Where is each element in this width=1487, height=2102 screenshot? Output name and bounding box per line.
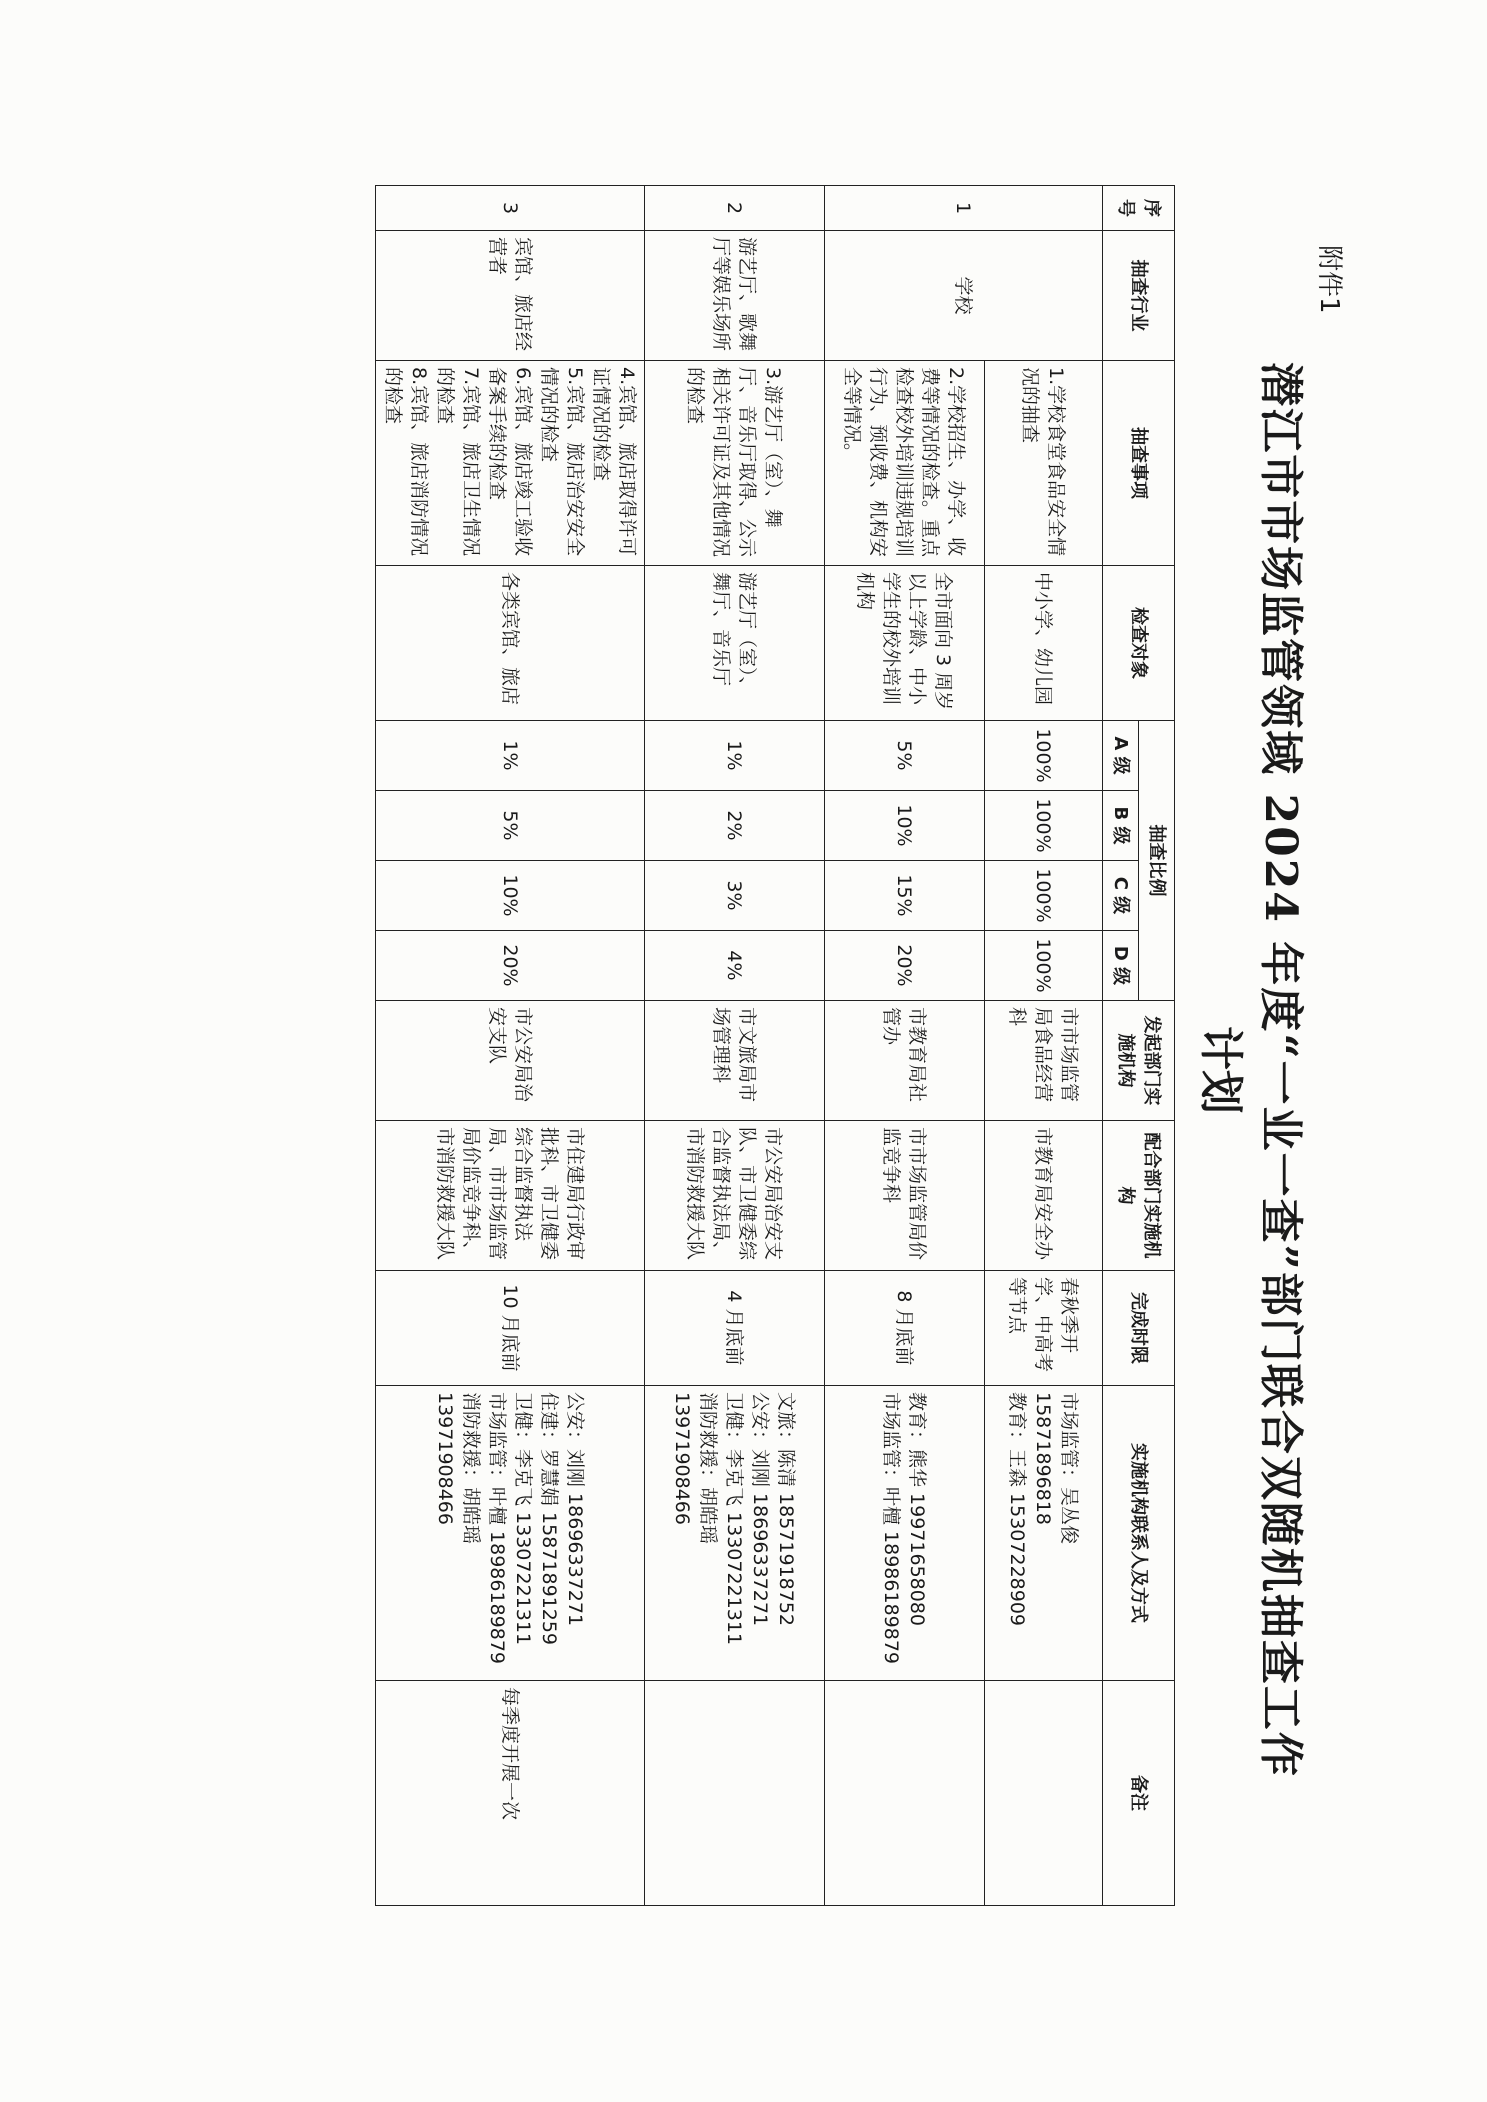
header-cooperator: 配合部门实施机构 xyxy=(1103,1121,1175,1271)
header-industry: 抽查行业 xyxy=(1103,231,1175,361)
table-row xyxy=(376,186,645,1906)
document-title: 潜江市市场监管领域 2024 年度“一业一查”部门联合双随机抽查工作 xyxy=(1255,362,1306,1778)
row-grade-b: 10% xyxy=(825,791,985,861)
row-industry: 宾馆、旅店经营者 xyxy=(376,231,645,361)
row-deadline: 春秋季开学、中高考等节点 xyxy=(985,1271,1103,1386)
row-grade-c: 100% xyxy=(985,861,1103,931)
row-targets: 各类宾馆、旅店 xyxy=(376,566,645,721)
row-targets: 中小学、幼儿园 xyxy=(985,566,1103,721)
header-ratio: 抽查比例 xyxy=(1139,721,1175,1001)
contact-line: 消防救援：胡皓瑶 13971908466 xyxy=(671,1392,720,1545)
header-no: 序号 xyxy=(1103,186,1175,231)
contact-line: 消防救援：胡皓瑶 13971908466 xyxy=(434,1392,482,1545)
row-cooperator: 市教育局安全办 xyxy=(985,1121,1103,1271)
row-grade-a: 100% xyxy=(985,721,1103,791)
row-remark xyxy=(985,1681,1103,1906)
row-items: 4.宾馆、旅店取得许可证情况的检查 5.宾馆、旅店治安安全情况的检查 6.宾馆、旅店竣工验收备案手续的检查 7.宾馆、旅店卫生情况的检查 8.宾馆、旅店消防情况的检查 xyxy=(376,361,645,566)
row-grade-c: 10% xyxy=(376,861,645,931)
row-cooperator: 市市场监管局价监竞争科 xyxy=(825,1121,985,1271)
row-no: 2 xyxy=(645,186,825,231)
row-items: 2.学校招生、办学、收费等情况的检查。重点检查校外培训违规培训行为、预收费、机构安全等情况。 xyxy=(825,361,985,566)
row-grade-a: 1% xyxy=(645,721,825,791)
table-row xyxy=(985,186,1103,1906)
row-deadline: 8 月底前 xyxy=(825,1271,985,1386)
contact-line: 市场监管：吴丛俊 15871896818 xyxy=(1032,1392,1081,1545)
contact-line: 住建：罗慧娟 15871891259 xyxy=(538,1392,560,1646)
row-grade-a: 5% xyxy=(825,721,985,791)
row-grade-b: 2% xyxy=(645,791,825,861)
row-grade-d: 20% xyxy=(825,931,985,1001)
row-contacts xyxy=(825,1386,985,1681)
row-contacts xyxy=(376,1386,645,1681)
contact-line: 卫健：李克飞 13307221311 xyxy=(512,1392,534,1646)
rotated-sheet xyxy=(160,165,1344,1975)
row-contacts xyxy=(985,1386,1103,1681)
contact-line: 公安：刘刚 18696337271 xyxy=(564,1392,586,1627)
row-grade-b: 100% xyxy=(985,791,1103,861)
header-remark: 备注 xyxy=(1103,1681,1175,1906)
document-title-continued: 计划 xyxy=(1195,1026,1246,1114)
table-row xyxy=(825,186,985,1906)
row-no: 3 xyxy=(376,186,645,231)
table-row xyxy=(645,186,825,1906)
header-targets: 检查对象 xyxy=(1103,566,1175,721)
row-no: 1 xyxy=(825,186,1103,231)
row-grade-b: 5% xyxy=(376,791,645,861)
row-initiator: 市文旅局市场管理科 xyxy=(645,1001,825,1121)
header-initiator: 发起部门实施机构 xyxy=(1103,1001,1175,1121)
row-initiator: 市公安局治安支队 xyxy=(376,1001,645,1121)
row-grade-d: 100% xyxy=(985,931,1103,1001)
row-grade-c: 15% xyxy=(825,861,985,931)
row-items: 3.游艺厅（室）、舞厅、音乐厅取得、公示相关许可证及其他情况的检查 xyxy=(645,361,825,566)
row-items: 1.学校食堂食品安全情况的抽查 xyxy=(985,361,1103,566)
row-deadline: 4 月底前 xyxy=(645,1271,825,1386)
inspection-plan-table xyxy=(375,185,1175,1906)
header-grade-a: A 级 xyxy=(1103,721,1139,791)
row-grade-c: 3% xyxy=(645,861,825,931)
row-industry: 学校 xyxy=(825,231,1103,361)
contact-line: 文旅：陈清 18571918752 xyxy=(775,1392,798,1627)
row-grade-a: 1% xyxy=(376,721,645,791)
contact-line: 卫健：李克飞 13307221311 xyxy=(723,1392,746,1646)
row-cooperator: 市住建局行政审批科、市卫健委综合监督执法局、市市场监管局价监竞争科、市消防救援大队 xyxy=(376,1121,645,1271)
header-deadline: 完成时限 xyxy=(1103,1271,1175,1386)
contact-line: 市场监管：叶檀 18986189879 xyxy=(486,1392,508,1665)
row-grade-d: 4% xyxy=(645,931,825,1001)
row-remark xyxy=(645,1681,825,1906)
row-grade-d: 20% xyxy=(376,931,645,1001)
row-initiator: 市教育局社管办 xyxy=(825,1001,985,1121)
row-deadline: 10 月底前 xyxy=(376,1271,645,1386)
row-remark xyxy=(825,1681,985,1906)
row-targets: 游艺厅（室）、舞厅、音乐厅 xyxy=(645,566,825,721)
row-industry: 游艺厅、歌舞厅等娱乐场所 xyxy=(645,231,825,361)
header-items: 抽查事项 xyxy=(1103,361,1175,566)
contact-line: 教育：王森 15307228909 xyxy=(1006,1392,1029,1627)
header-contacts: 实施机构联系人及方式 xyxy=(1103,1386,1175,1681)
header-grade-b: B 级 xyxy=(1103,791,1139,861)
header-grade-c: C 级 xyxy=(1103,861,1139,931)
header-grade-d: D 级 xyxy=(1103,931,1139,1001)
row-cooperator: 市公安局治安支队、市卫健委综合监督执法局、市消防救援大队 xyxy=(645,1121,825,1271)
attachment-label: 附件1 xyxy=(1314,245,1344,314)
contact-line: 公安：刘刚 18696337271 xyxy=(749,1392,772,1627)
row-remark: 每季度开展一次 xyxy=(376,1681,645,1906)
row-contacts xyxy=(645,1386,825,1681)
row-initiator: 市市场监管局食品经营科 xyxy=(985,1001,1103,1121)
contact-line: 教育：熊华 19971658080 xyxy=(906,1392,929,1627)
row-targets: 全市面向 3 周岁以上学龄、中小学生的校外培训机构 xyxy=(825,566,985,721)
contact-line: 市场监管：叶檀 18986189879 xyxy=(880,1392,903,1665)
